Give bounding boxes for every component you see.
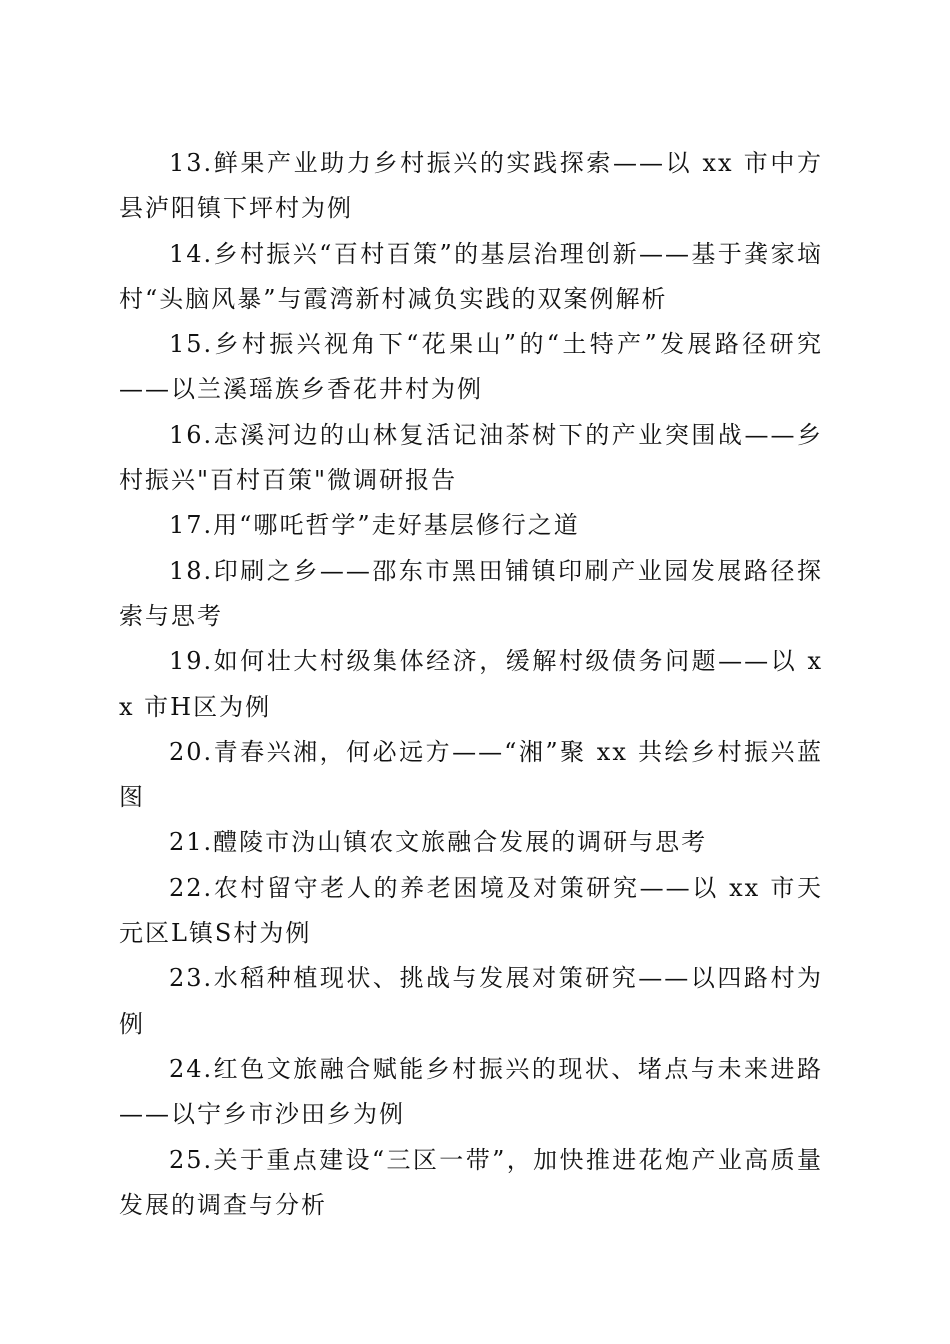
list-item: 24.红色文旅融合赋能乡村振兴的现状、堵点与未来进路——以宁乡市沙田乡为例 <box>119 1054 823 1129</box>
list-item: 16.志溪河边的山林复活记油茶树下的产业突围战——乡村振兴"百村百策"微调研报告 <box>119 420 823 495</box>
list-item: 22.农村留守老人的养老困境及对策研究——以 xx 市天元区L镇S村为例 <box>119 873 823 948</box>
list-item: 14.乡村振兴“百村百策”的基层治理创新——基于龚家垴村“头脑风暴”与霞湾新村减负实践的双案例解析 <box>119 239 823 313</box>
list-item: 25.关于重点建设“三区一带”，加快推进花炮产业高质量发展的调查与分析 <box>119 1145 823 1219</box>
list-item: 21.醴陵市沩山镇农文旅融合发展的调研与思考 <box>169 828 708 857</box>
list-item: 23.水稻种植现状、挑战与发展对策研究——以四路村为例 <box>119 964 823 1038</box>
list-item: 17.用“哪吒哲学”走好基层修行之道 <box>169 511 580 540</box>
list-item: 19.如何壮大村级集体经济，缓解村级债务问题——以 xx 市H区为例 <box>119 647 823 721</box>
list-item: 15.乡村振兴视角下“花果山”的“土特产”发展路径研究——以兰溪瑶族乡香花井村为例 <box>119 330 823 404</box>
topic-list <box>119 141 823 1228</box>
list-item: 13.鲜果产业助力乡村振兴的实践探索——以 xx 市中方县泸阳镇下坪村为例 <box>119 149 823 223</box>
list-item: 18.印刷之乡——邵东市黑田铺镇印刷产业园发展路径探索与思考 <box>119 556 823 630</box>
list-item: 20.青春兴湘，何必远方——“湘”聚 xx 共绘乡村振兴蓝图 <box>119 737 823 812</box>
